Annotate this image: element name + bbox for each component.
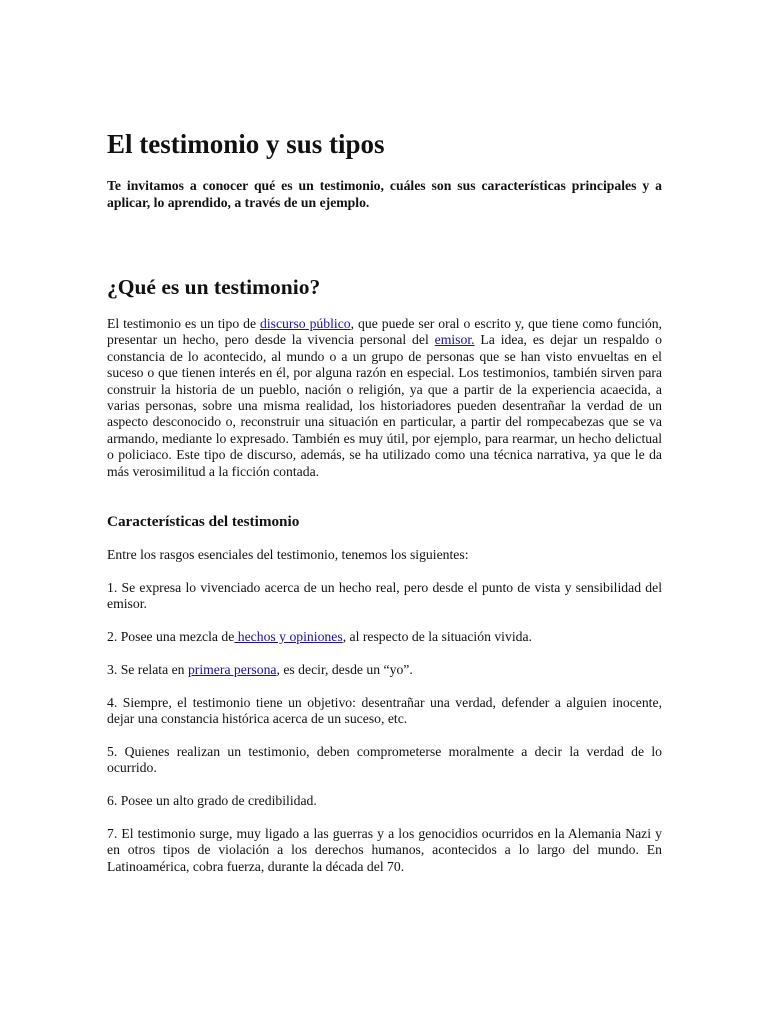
section-heading-que-es: ¿Qué es un testimonio? — [107, 275, 321, 299]
intro-paragraph: Te invitamos a conocer qué es un testimonio, cuáles son sus características principales y a aplicar, lo aprendido, a través de un ejemplo. — [107, 178, 662, 210]
definition-text-part2: , que puede ser oral o escrito y, que tiene como función, presentar un hecho, pero desde la vivencia personal del — [107, 316, 662, 348]
list-item-3 — [107, 662, 662, 678]
list-item-4: 4. Siempre, el testimonio tiene un objetivo: desentrañar una verdad, defender a alguien inocente, dejar una constancia histórica acerca de un suceso, etc. — [107, 695, 662, 727]
list-item-3-text-b: , es decir, desde un “yo”. — [276, 662, 413, 677]
definition-paragraph — [107, 316, 662, 480]
primera-persona-link[interactable]: primera persona — [187, 662, 277, 677]
list-item-2-text-b: , al respecto de la situación vivida. — [342, 629, 532, 644]
list-item-6: 6. Posee un alto grado de credibilidad. — [107, 793, 317, 808]
definition-text-part3: La idea, es dejar un respaldo o constancia de lo acontecido, al mundo o a un grupo de personas que se han visto envueltas en el suceso o que tienen interés en él, por alguna razón en especial. Los testimonios, también sirven para construir la historia de un pueblo, nación o religión, ya que a partir de la experiencia acaecida, a varias personas, sobre una misma realidad, los historiadores pueden desentrañar la verdad de un aspecto desconocido o, reconstruir una situación en particular, a partir del rompecabezas que se va armando, mediante lo expresado. También es muy útil, por ejemplo, para rearmar, un hecho delictual o policiaco. Este tipo de discurso, además, se ha utilizado como una técnica narrativa, ya que le da más verosimilitud a la ficción contada. — [107, 332, 662, 479]
list-item-2 — [107, 629, 662, 645]
list-item-2-text-a: 2. Posee una mezcla de — [107, 629, 235, 644]
characteristics-lead: Entre los rasgos esenciales del testimonio, tenemos los siguientes: — [107, 547, 469, 562]
list-item-3-text-a: 3. Se relata en — [107, 662, 188, 677]
document-title: El testimonio y sus tipos — [107, 129, 385, 159]
list-item-7: 7. El testimonio surge, muy ligado a las guerras y a los genocidios ocurridos en la Alemania Nazi y en otros tipos de violación a los derechos humanos, acontecidos a lo largo del mundo. En Latinoamérica, cobra fuerza, durante la década del 70. — [107, 826, 662, 874]
list-item-5: 5. Quienes realizan un testimonio, deben comprometerse moralmente a decir la verdad de lo ocurrido. — [107, 744, 662, 776]
section-heading-caracteristicas: Características del testimonio — [107, 513, 300, 530]
discurso-publico-link[interactable]: discurso público — [260, 316, 351, 331]
hechos-y-opiniones-link[interactable]: hechos y opiniones — [234, 629, 343, 644]
list-item-1: 1. Se expresa lo vivenciado acerca de un hecho real, pero desde el punto de vista y sensibilidad del emisor. — [107, 580, 662, 612]
definition-text-part1: El testimonio es un tipo de — [107, 316, 260, 331]
emisor-link[interactable]: emisor. — [434, 332, 475, 348]
